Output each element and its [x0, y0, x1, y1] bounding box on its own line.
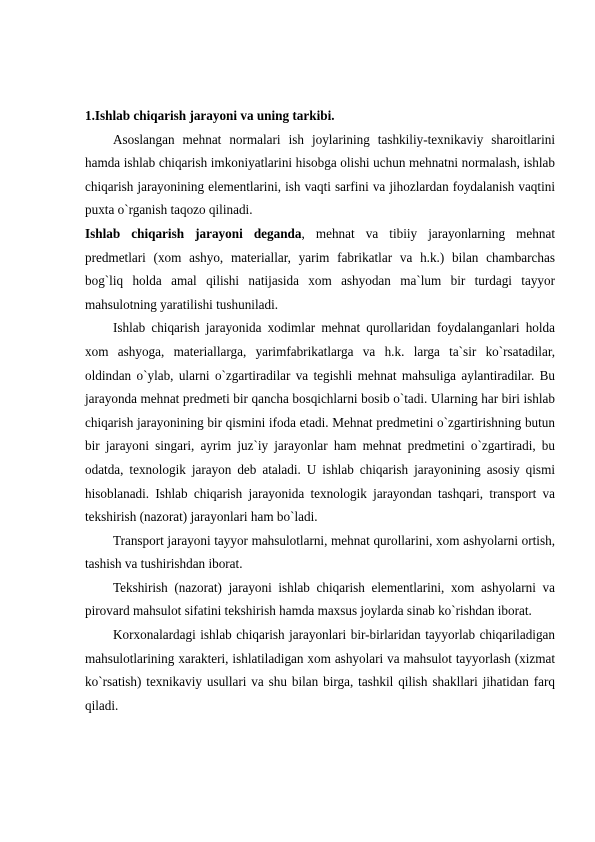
paragraph-5 — [85, 576, 555, 623]
paragraph-1 — [85, 128, 555, 222]
paragraph-4-text: Transport jarayoni tayyor mahsulotlarni, mehnat qurollarini, xom ashyolarni ortish, tashish va tushirishdan iborat. — [85, 532, 555, 572]
paragraph-3 — [85, 316, 555, 528]
paragraph-2-lead-term: Ishlab chiqarish jarayoni deganda — [85, 225, 302, 241]
paragraph-3-text: Ishlab chiqarish jarayonida xodimlar mehnat qurollaridan foydalanganlari holda xom ashyoga, materiallarga, yarimfabrikatlarga va h.k. larga ta`sir ko`rsatadilar, oldindan o`ylab, ularni o`zgartiradilar va tegishli mehnat mahsuliga aylantiradilar. Bu jarayonda mehnat predmeti bir qancha bosqichlarni bosib o`tadi. Ularning har biri ishlab chiqarish jarayonining bir qismini ifoda etadi. Mehnat predmetini o`zgartirishning butun bir jarayoni singari, ayrim juz`iy jarayonlar ham mehnat predmetini o`zgartiradi, bu odatda, texnologik jarayon deb ataladi. U ishlab chiqarish jarayonining asosiy qismi hisoblanadi. Ishlab chiqarish jarayonida texnologik jarayondan tashqari, transport va tekshirish (nazorat) jarayonlari ham bo`ladi. — [85, 320, 555, 525]
paragraph-6-text: Korxonalardagi ishlab chiqarish jarayonlari bir-birlaridan tayyorlab chiqariladigan mahsulotlarining xarakteri, ishlatiladigan xom ashyolari va mahsulot tayyorlash (xizmat ko`rsatish) texnikaviy usullari va shu bilan birga, tashkil qilish shakllari jihatidan farq qiladi. — [85, 627, 555, 713]
paragraph-2-text: , mehnat va tibiiy jarayonlarning mehnat predmetlari (xom ashyo, materiallar, yarim fabrikatlar va h.k.) bilan chambarchas bog`liq holda amal qilishi natijasida xom ashyodan ma`lum bir turdagi tayyor mahsulotning yaratilishi tushuniladi. — [85, 225, 555, 312]
paragraph-2 — [85, 222, 555, 316]
document-page — [85, 104, 555, 717]
paragraph-5-text: Tekshirish (nazorat) jarayoni ishlab chiqarish elementlarini, xom ashyolarni va pirovard mahsulot sifatini tekshirish hamda maxsus joylarda sinab ko`rishdan iborat. — [85, 579, 555, 619]
section-heading: 1.Ishlab chiqarish jarayoni va uning tarkibi. — [85, 108, 335, 123]
paragraph-6 — [85, 623, 555, 717]
paragraph-4 — [85, 529, 555, 576]
paragraph-1-text: Asoslangan mehnat normalari ish joylarining tashkiliy-texnikaviy sharoitlarini hamda ishlab chiqarish imkoniyatlarini hisobga olishi uchun mehnatni normalash, ishlab chiqarish jarayonining elementlarini, ish vaqti sarfini va jihozlardan foydalanish vaqtini puxta o`rganish taqozo qilinadi. — [85, 131, 555, 218]
